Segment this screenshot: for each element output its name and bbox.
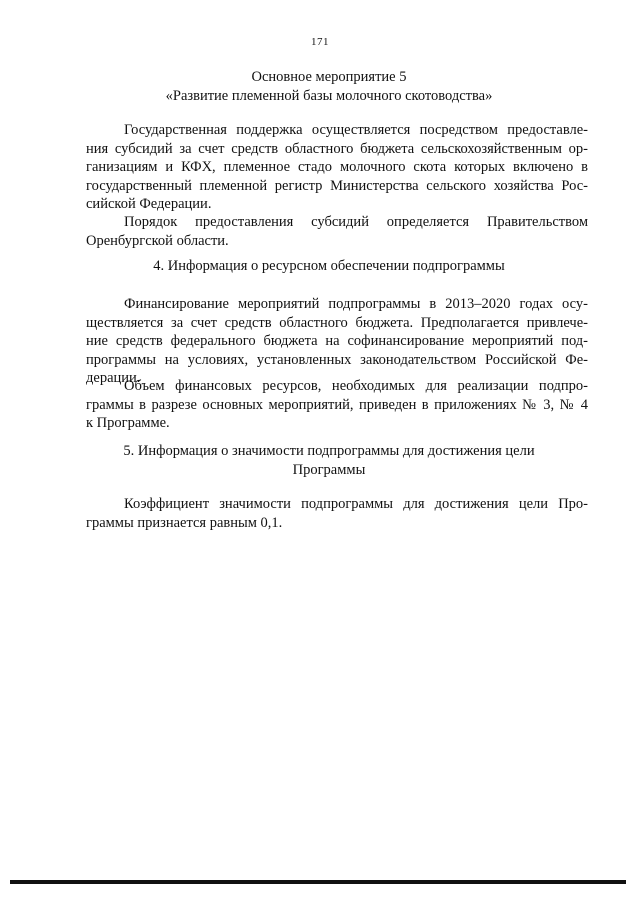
text-line: дерации. bbox=[86, 370, 141, 386]
paragraph-coefficient bbox=[86, 495, 588, 532]
main-event-heading-line2: «Развитие племенной базы молочного скотоводства» bbox=[165, 88, 493, 104]
text-line: граммы признается равным 0,1. bbox=[86, 514, 283, 531]
paragraph-financing bbox=[86, 295, 588, 388]
text-line: ния субсидий за счет средств областного бюджета сельскохозяйственным ор- bbox=[86, 140, 588, 157]
bottom-scan-border bbox=[10, 880, 626, 884]
text-line: Государственная поддержка осуществляется посредством предоставле- bbox=[124, 122, 588, 138]
main-event-heading bbox=[64, 68, 594, 106]
text-line: ществляется за счет средств областного бюджета. Предполагается привлече- bbox=[86, 314, 588, 331]
text-line: ние средств федерального бюджета на софинансирование мероприятий под- bbox=[86, 333, 588, 349]
text-line: сийской Федерации. bbox=[86, 196, 212, 212]
text-line: государственный племенной регистр Министерства сельского хозяйства Рос- bbox=[86, 177, 588, 194]
text-line: Коэффициент значимости подпрограммы для достижения цели Про- bbox=[124, 496, 588, 512]
text-line: ганизациям и КФХ, племенное стадо молочного скота которых включено в bbox=[86, 159, 588, 175]
text-line: к Программе. bbox=[86, 415, 170, 431]
section-4-title: 4. Информация о ресурсном обеспечении подпрограммы bbox=[153, 258, 505, 274]
text-line: Объем финансовых ресурсов, необходимых для реализации подпро- bbox=[124, 378, 588, 394]
text-line: программы на условиях, установленных законодательством Российской Фе- bbox=[86, 351, 588, 368]
section-5-title-line1: 5. Информация о значимости подпрограммы для достижения цели bbox=[123, 443, 535, 459]
main-event-heading-line1: Основное мероприятие 5 bbox=[251, 69, 407, 85]
paragraph-procedure bbox=[86, 213, 588, 250]
paragraph-state-support bbox=[86, 121, 588, 214]
paragraph-resource-volume bbox=[86, 377, 588, 433]
section-5-title bbox=[64, 442, 594, 480]
text-line: Финансирование мероприятий подпрограммы в 2013–2020 годах осу- bbox=[124, 296, 588, 312]
section-5-title-line2: Программы bbox=[292, 462, 366, 478]
page-number: 171 bbox=[311, 36, 329, 48]
text-line: Оренбургской области. bbox=[86, 232, 229, 249]
text-line: Порядок предоставления субсидий определяется Правительством bbox=[124, 214, 588, 230]
text-line: граммы в разрезе основных мероприятий, приведен в приложениях № 3, № 4 bbox=[86, 396, 588, 413]
